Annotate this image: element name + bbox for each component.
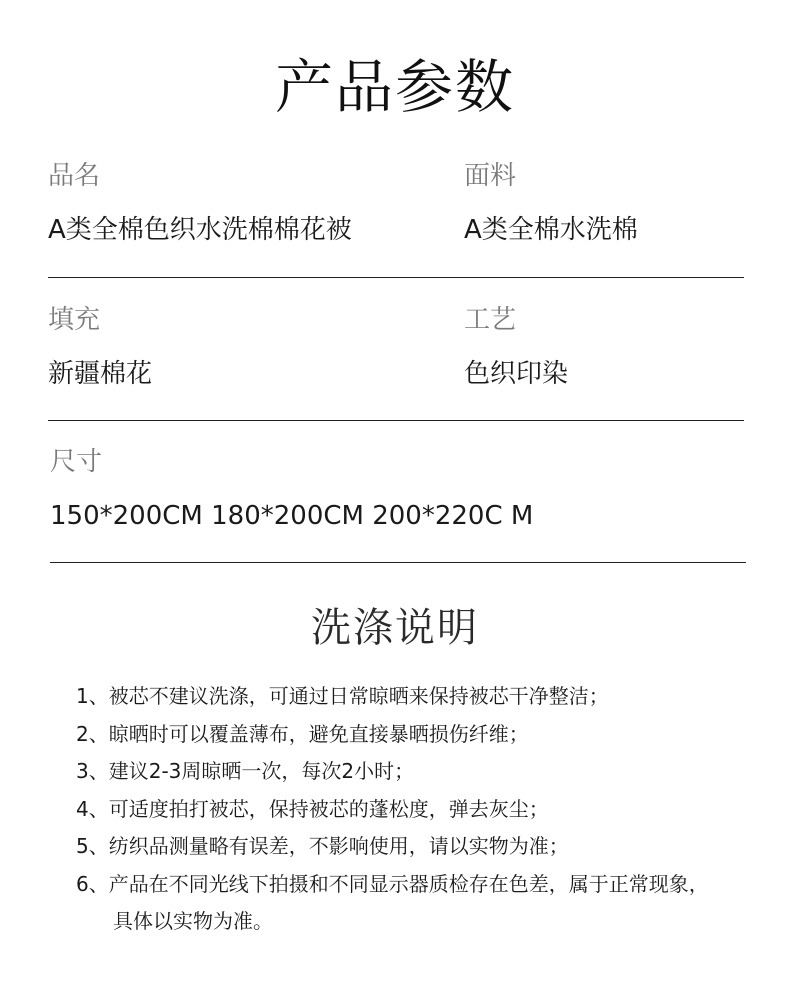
spec-name (48, 158, 352, 248)
wash-item-4: 4、可适度拍打被芯，保持被芯的蓬松度，弹去灰尘； (76, 796, 549, 821)
wash-item-1: 1、被芯不建议洗涤，可通过日常晾晒来保持被芯干净整洁； (76, 684, 609, 708)
spec-fabric-label: 面料 (464, 161, 517, 191)
spec-row-size (50, 444, 746, 563)
spec-craft (464, 302, 568, 392)
wash-instructions-list (76, 678, 776, 941)
spec-name-label: 品名 (48, 161, 101, 191)
spec-fabric-value: A类全棉水洗棉 (464, 215, 638, 245)
wash-item-6-continued: 具体以实物为准。 (113, 909, 273, 933)
spec-fabric (464, 158, 638, 248)
spec-size (50, 444, 533, 534)
wash-section-title: 洗涤说明 (311, 605, 479, 651)
wash-item-2: 2、晾晒时可以覆盖薄布，避免直接暴晒损伤纤维； (76, 721, 529, 746)
spec-filling (48, 302, 152, 392)
spec-row-filling-craft (48, 302, 744, 421)
page-title: 产品参数 (274, 53, 515, 121)
wash-item-5: 5、纺织品测量略有误差，不影响使用，请以实物为准； (76, 834, 569, 858)
spec-row-name-fabric (48, 158, 744, 278)
spec-craft-label: 工艺 (464, 305, 517, 335)
wash-item-3: 3、建议2-3周晾晒一次，每次2小时； (76, 759, 415, 783)
spec-size-value: 150*200CM 180*200CM 200*220C M (50, 501, 534, 531)
spec-filling-label: 填充 (48, 305, 101, 335)
spec-size-label: 尺寸 (50, 447, 103, 477)
spec-name-value: A类全棉色织水洗棉棉花被 (48, 215, 352, 245)
wash-item-6: 6、产品在不同光线下拍摄和不同显示器质检存在色差，属于正常现象， (76, 871, 709, 896)
spec-craft-value: 色织印染 (464, 359, 569, 389)
spec-filling-value: 新疆棉花 (48, 359, 153, 389)
